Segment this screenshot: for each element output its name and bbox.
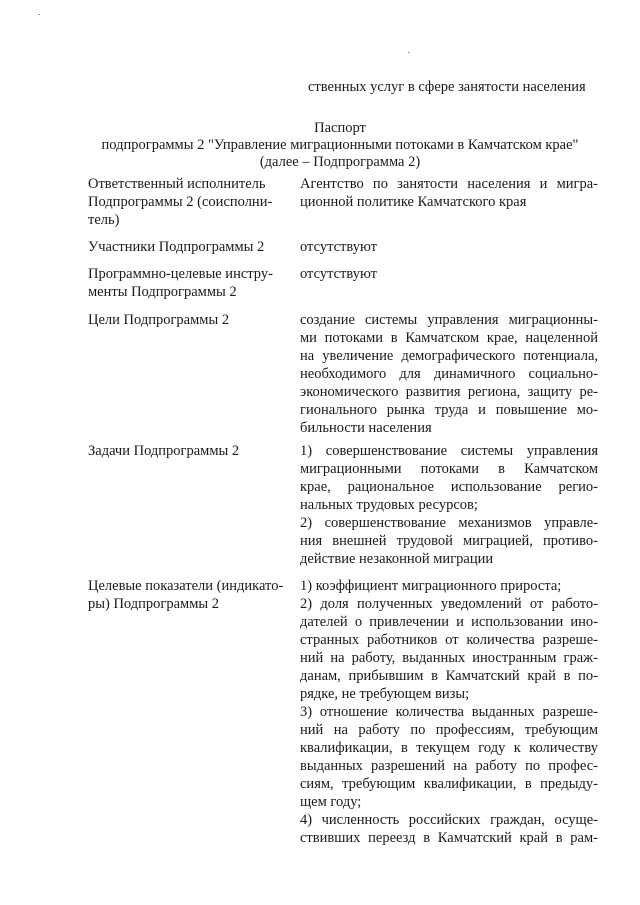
label-line: ры) Подпрограммы 2: [88, 596, 219, 612]
label-line: Ответственный исполнитель: [88, 176, 266, 192]
row-value-goals: [300, 311, 598, 437]
label-line: Целевые показатели (индикато-: [88, 578, 284, 594]
value-line: нальных трудовых ресурсов;: [300, 497, 478, 513]
value-line: ний на работу по профессиям, требующим: [300, 722, 598, 738]
value-line: миграционными потоками в Камчатском: [300, 461, 598, 477]
label-line: Цели Подпрограммы 2: [88, 312, 230, 328]
value-line: крае, рациональное использование регио-: [300, 479, 598, 495]
row-value-instruments: [300, 265, 598, 283]
value-line: данам, прибывшим в Камчатский край в по-: [300, 668, 598, 684]
label-line: менты Подпрограммы 2: [88, 284, 237, 300]
value-line: щем году;: [300, 794, 362, 810]
value-line: ния внешней трудовой миграцией, противо-: [300, 533, 598, 549]
value-line: ционной политике Камчатского края: [300, 194, 527, 210]
value-line: необходимого для динамичного социально-: [300, 366, 598, 382]
value-line: отсутствуют: [300, 239, 377, 255]
value-line: ми потоками в Камчатском крае, нацеленной: [300, 330, 598, 346]
value-line: Агентство по занятости населения и мигра-: [300, 176, 598, 192]
value-line: дателей о привлечении и использовании ино-: [300, 614, 598, 630]
value-line: создание системы управления миграционны-: [300, 312, 598, 328]
value-line: на увеличение демографического потенциала,: [300, 348, 598, 364]
value-line: 2) совершенствование механизмов управле-: [300, 515, 598, 531]
value-line: 2) доля полученных уведомлений от работо-: [300, 596, 598, 612]
continuation-line: ственных услуг в сфере занятости населения: [308, 79, 586, 95]
label-line: тель): [88, 212, 120, 228]
value-line: странных работников от количества разреше-: [300, 632, 598, 648]
value-line: рядке, не требующем визы;: [300, 686, 470, 702]
value-line: экономического развития региона, защиту ре-: [300, 384, 598, 400]
row-label-participants: [88, 238, 288, 256]
row-label-instruments: [88, 265, 288, 301]
passport-subtitle-line2: (далее – Подпрограмма 2): [259, 154, 421, 170]
passport-title: Паспорт: [314, 120, 366, 136]
label-line: Задачи Подпрограммы 2: [88, 443, 240, 459]
value-line: отсутствуют: [300, 266, 377, 282]
value-line: гионального рынка труда и повышение мо-: [300, 402, 598, 418]
label-line: Программно-целевые инстру-: [88, 266, 273, 282]
row-label-indicators: [88, 577, 288, 613]
row-value-participants: [300, 238, 598, 256]
value-line: сиям, требующим квалификации, в предыду-: [300, 776, 598, 792]
value-line: квалификации, в текущем году к количеству: [300, 740, 598, 756]
value-line: 3) отношение количества выданных разреше-: [300, 704, 598, 720]
value-line: бильности населения: [300, 420, 432, 436]
passport-subtitle-line1: подпрограммы 2 "Управление миграционными потоками в Камчатском крае": [101, 137, 579, 153]
label-line: Участники Подпрограммы 2: [88, 239, 265, 255]
row-label-tasks: [88, 442, 288, 460]
value-line: 1) коэффициент миграционного прироста;: [300, 578, 562, 594]
row-value-responsible: [300, 175, 598, 211]
value-line: действие незаконной миграции: [300, 551, 494, 567]
value-line: 4) численность российских граждан, осуще-: [300, 812, 598, 828]
row-label-responsible: [88, 175, 288, 229]
value-line: ствивших переезд в Камчатский край в рам-: [300, 830, 598, 846]
scan-speck: [408, 52, 410, 53]
value-line: выданных разрешений на работу по профес-: [300, 758, 598, 774]
row-label-goals: [88, 311, 288, 329]
row-value-tasks: [300, 442, 598, 568]
value-line: 1) совершенствование системы управления: [300, 443, 598, 459]
scan-speck: [38, 14, 40, 15]
value-line: ний на работу, выданных иностранным граж-: [300, 650, 598, 666]
label-line: Подпрограммы 2 (соисполни-: [88, 194, 273, 210]
row-value-indicators: [300, 577, 598, 847]
